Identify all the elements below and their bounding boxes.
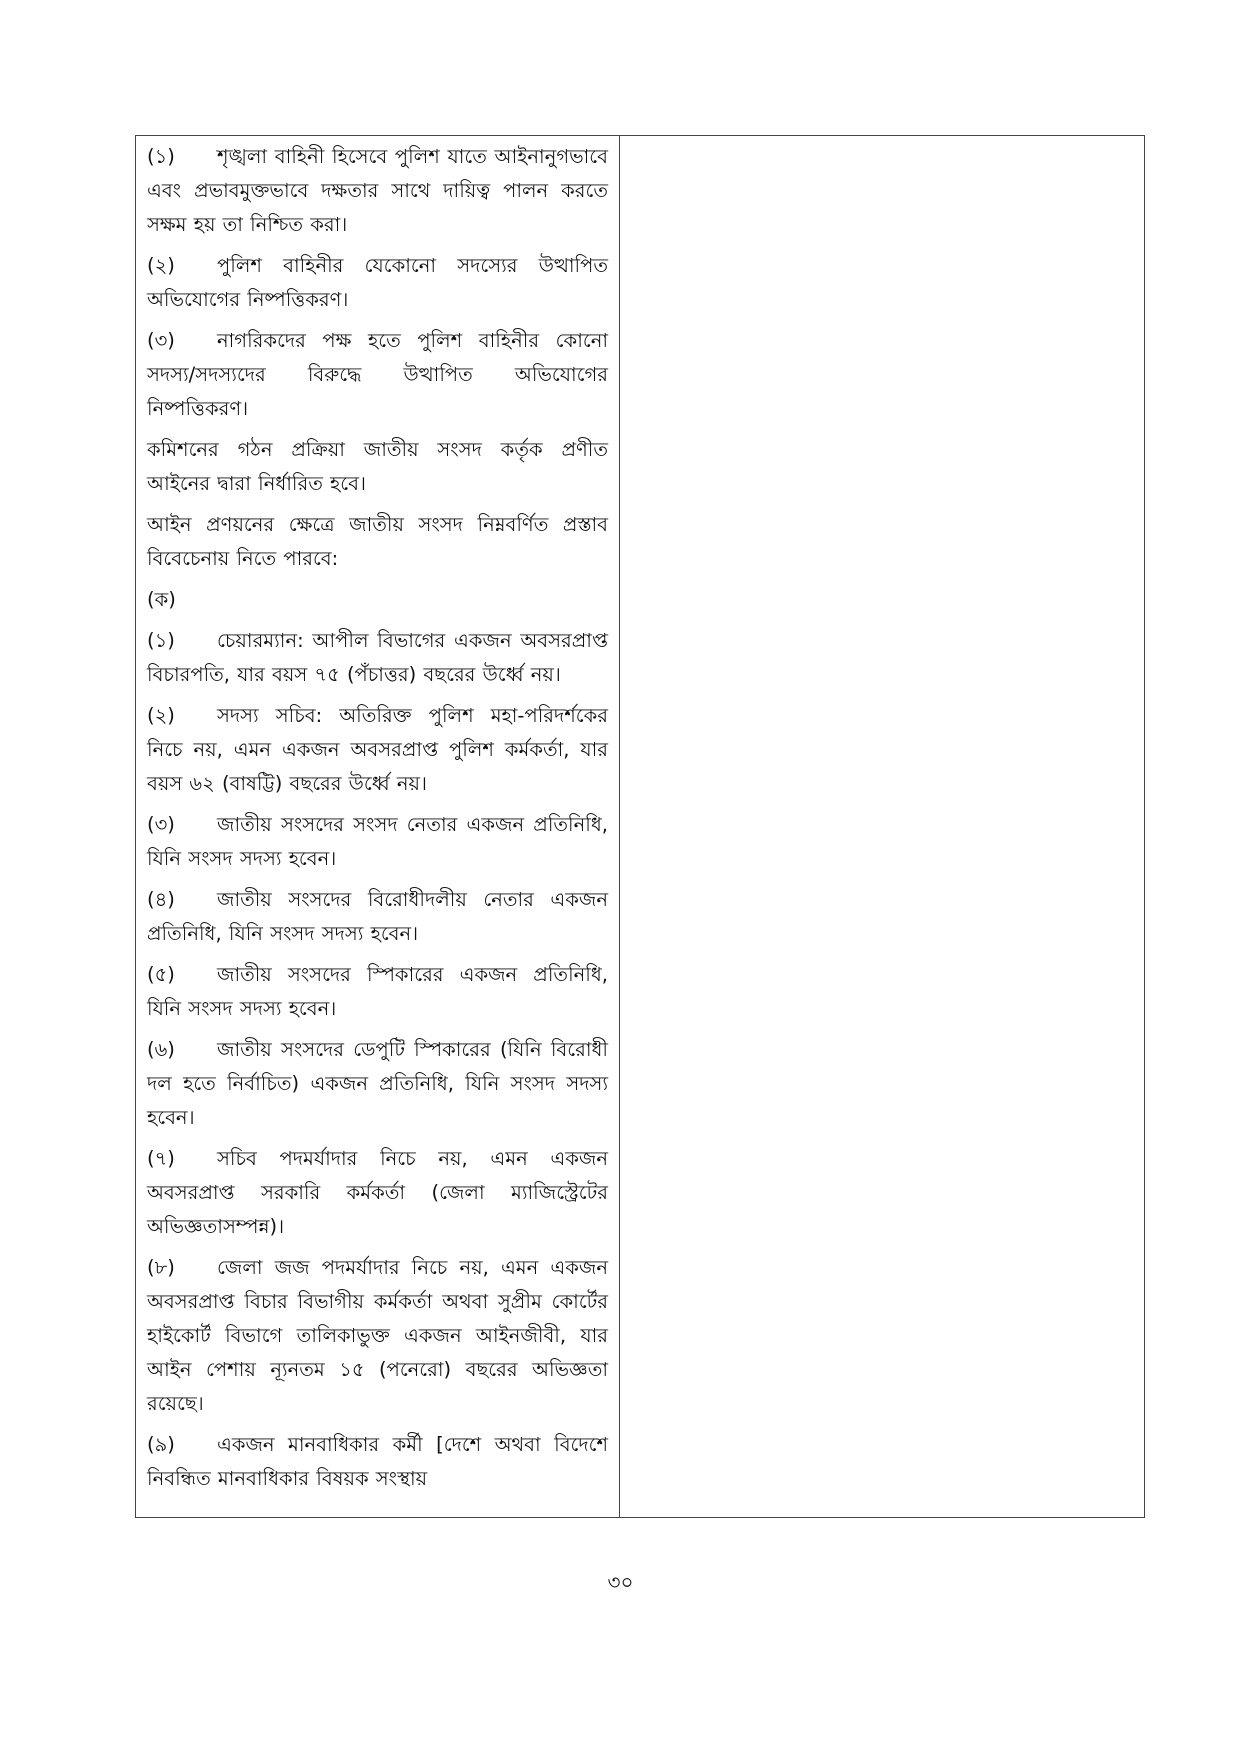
item-text: জাতীয় সংসদের স্পিকারের একজন প্রতিনিধি, যিনি সংসদ সদস্য হবেন। bbox=[147, 963, 608, 1020]
item-number: (৩) bbox=[147, 813, 175, 836]
paragraph-text: আইন প্রণয়নের ক্ষেত্রে জাতীয় সংসদ নিম্নবর্ণিত প্রস্তাব বিবেচেনায় নিতে পারবে: bbox=[147, 513, 608, 570]
list-item bbox=[147, 958, 608, 1026]
table-right-column bbox=[620, 136, 1144, 1517]
section-label-text: (ক) bbox=[147, 588, 176, 611]
item-number: (৭) bbox=[147, 1147, 175, 1170]
item-text: চেয়ারম্যান: আপীল বিভাগের একজন অবসরপ্রাপ্ত বিচারপতি, যার বয়স ৭৫ (পঁচাত্তর) বছরের উর্ধ্বে নয়। bbox=[147, 629, 608, 686]
list-item bbox=[147, 249, 608, 317]
item-number: (৯) bbox=[147, 1433, 175, 1456]
item-number: (২) bbox=[147, 254, 175, 277]
item-number: (৮) bbox=[147, 1256, 175, 1279]
document-table bbox=[135, 135, 1145, 1518]
item-text: নাগরিকদের পক্ষ হতে পুলিশ বাহিনীর কোনো সদস্য/সদস্যদের বিরুদ্ধে উত্থাপিত অভিযোগের নিষ্পত্তিকরণ। bbox=[147, 329, 608, 420]
list-item bbox=[147, 808, 608, 876]
item-number: (১) bbox=[147, 629, 175, 652]
list-item bbox=[147, 1428, 608, 1496]
paragraph bbox=[147, 508, 608, 576]
item-number: (৬) bbox=[147, 1038, 175, 1061]
list-item bbox=[147, 1033, 608, 1135]
item-text: জাতীয় সংসদের ডেপুটি স্পিকারের (যিনি বিরোধী দল হতে নির্বাচিত) একজন প্রতিনিধি, যিনি সংসদ সদস্য হবেন। bbox=[147, 1038, 608, 1129]
item-text: জাতীয় সংসদের বিরোধীদলীয় নেতার একজন প্রতিনিধি, যিনি সংসদ সদস্য হবেন। bbox=[147, 888, 608, 945]
item-text: জেলা জজ পদমর্যাদার নিচে নয়, এমন একজন অবসরপ্রাপ্ত বিচার বিভাগীয় কর্মকর্তা অথবা সুপ্রীম কোর্টের হাইকোর্ট বিভাগে তালিকাভুক্ত একজন আইনজীবী, যার আইন পেশায় ন্যূনতম ১৫ (পনেরো) বছরের অভিজ্ঞতা রয়েছে। bbox=[147, 1256, 608, 1415]
item-number: (৪) bbox=[147, 888, 175, 911]
item-text: পুলিশ বাহিনীর যেকোনো সদস্যের উত্থাপিত অভিযোগের নিষ্পত্তিকরণ। bbox=[147, 254, 608, 311]
item-text: জাতীয় সংসদের সংসদ নেতার একজন প্রতিনিধি, যিনি সংসদ সদস্য হবেন। bbox=[147, 813, 608, 870]
paragraph-text: কমিশনের গঠন প্রক্রিয়া জাতীয় সংসদ কর্তৃক প্রণীত আইনের দ্বারা নির্ধারিত হবে। bbox=[147, 438, 608, 495]
list-item bbox=[147, 883, 608, 951]
list-item bbox=[147, 699, 608, 801]
list-item bbox=[147, 1142, 608, 1244]
item-text: শৃঙ্খলা বাহিনী হিসেবে পুলিশ যাতে আইনানুগভাবে এবং প্রভাবমুক্তভাবে দক্ষতার সাথে দায়িত্ব পালন করতে সক্ষম হয় তা নিশ্চিত করা। bbox=[147, 145, 608, 236]
item-number: (৩) bbox=[147, 329, 175, 352]
item-text: একজন মানবাধিকার কর্মী [দেশে অথবা বিদেশে নিবন্ধিত মানবাধিকার বিষয়ক সংস্থায় bbox=[147, 1433, 608, 1490]
item-number: (৫) bbox=[147, 963, 175, 986]
list-item bbox=[147, 140, 608, 242]
paragraph bbox=[147, 433, 608, 501]
item-text: সদস্য সচিব: অতিরিক্ত পুলিশ মহা-পরিদর্শকের নিচে নয়, এমন একজন অবসরপ্রাপ্ত পুলিশ কর্মকর্তা, যার বয়স ৬২ (বাষট্টি) বছরের উর্ধ্বে নয়। bbox=[147, 704, 608, 795]
list-item bbox=[147, 624, 608, 692]
item-text: সচিব পদমর্যাদার নিচে নয়, এমন একজন অবসরপ্রাপ্ত সরকারি কর্মকর্তা (জেলা ম্যাজিস্ট্রেটের অভিজ্ঞতাসম্পন্ন)। bbox=[147, 1147, 608, 1238]
item-number: (২) bbox=[147, 704, 175, 727]
page-number: ৩০ bbox=[607, 1570, 634, 1594]
table-left-column bbox=[136, 136, 620, 1517]
list-item bbox=[147, 324, 608, 426]
list-item bbox=[147, 1251, 608, 1421]
section-label bbox=[147, 583, 608, 617]
item-number: (১) bbox=[147, 145, 175, 168]
